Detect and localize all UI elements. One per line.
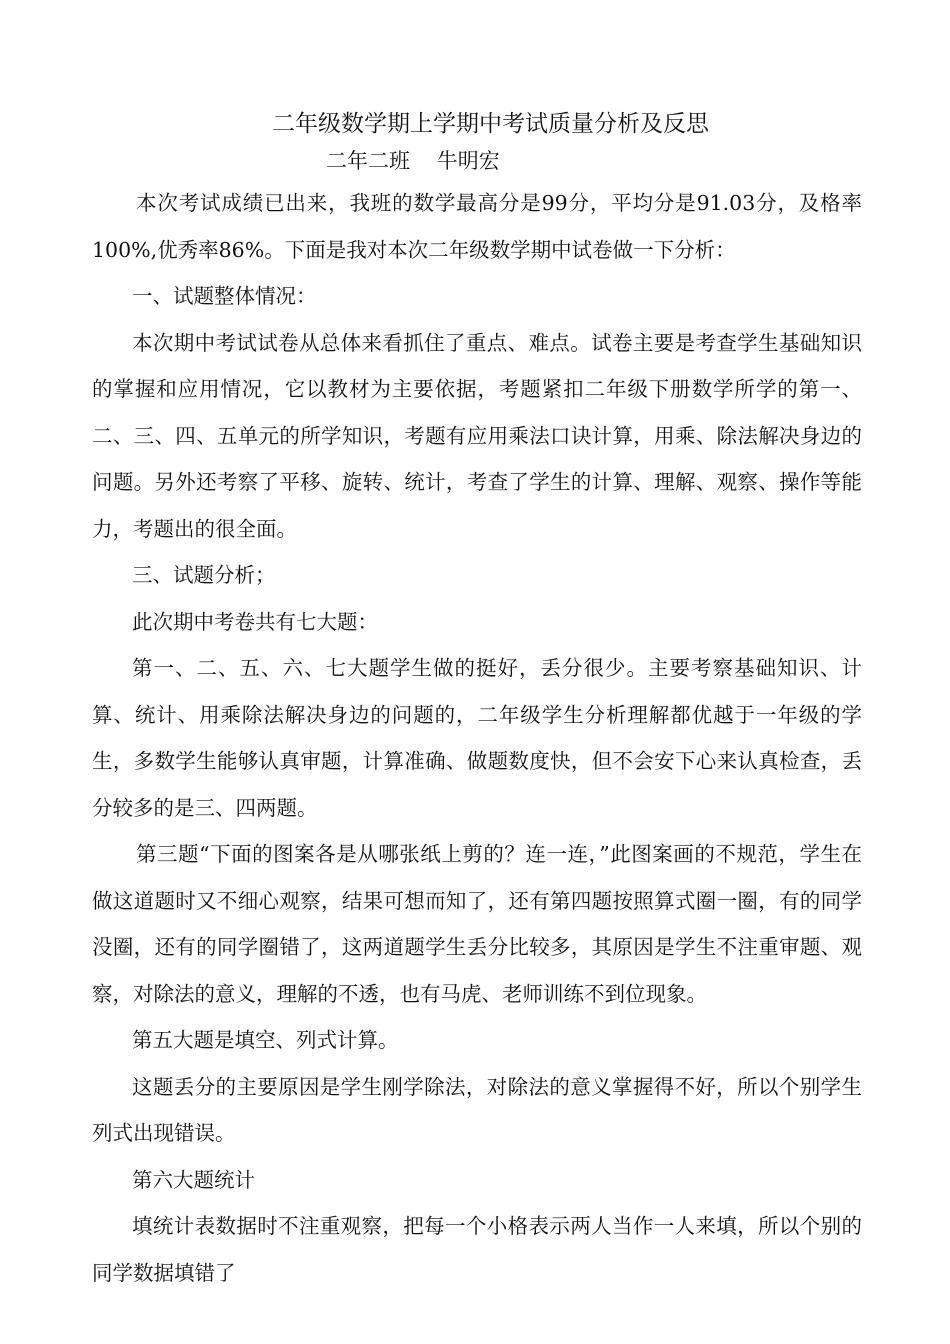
paragraph-seven-questions: 此次期中考卷共有七大题： [132,609,378,634]
paragraph-question-3: 第三题“下面的图案各是从哪张纸上剪的？连一连，”此图案画的不规范，学生在做这道题时又不细心观察，结果可想而知了，还有第四题按照算式圈一圈，有的同学没圈，还有的同学圈错了，这两道题学生丢分比较多，其原因是学生不注重审题、观察，对除法的意义，理解的不透，也有马虎、老师训练不到位现象。 [92,842,862,1006]
heading-question-5: 第五大题是填空、列式计算。 [132,1028,399,1052]
document-body [92,180,862,1296]
paragraph-questions-1-7: 第一、二、五、六、七大题学生做的挺好，丢分很少。主要考察基础知识、计算、统计、用乘除法解决身边的问题的，二年级学生分析理解都优越于一年级的学生，多数学生能够认真审题，计算准确、做题数度快，但不会安下心来认真检查，丢分较多的是三、四两题。 [92,656,862,820]
heading-analysis: 三、试题分析； [132,563,276,587]
document-author: 二年二班 牛明宏 [326,149,500,173]
paragraph-score-summary: 本次考试成绩已出来，我班的数学最高分是99分，平均分是91.03分，及格率100%,优秀率86%。下面是我对本次二年级数学期中试卷做一下分析： [92,191,862,262]
heading-overall: 一、试题整体情况： [132,284,317,308]
paragraph-overall: 本次期中考试试卷从总体来看抓住了重点、难点。试卷主要是考查学生基础知识的掌握和应用情况，它以教材为主要依据，考题紧扣二年级下册数学所学的第一、二、三、四、五单元的所学知识，考题有应用乘法口诀计算，用乘、除法解决身边的问题。另外还考察了平移、旋转、统计，考查了学生的计算、理解、观察、操作等能力，考题出的很全面。 [92,330,862,541]
heading-question-6: 第六大题统计 [132,1167,255,1192]
paragraph-question-6: 填统计表数据时不注重观察，把每一个小格表示两人当作一人来填，所以个别的同学数据填错了 [92,1214,862,1285]
document-title: 二年级数学期上学期中考试质量分析及反思 [272,111,709,137]
paragraph-question-5: 这题丢分的主要原因是学生刚学除法，对除法的意义掌握得不好，所以个别学生列式出现错误。 [92,1074,862,1145]
